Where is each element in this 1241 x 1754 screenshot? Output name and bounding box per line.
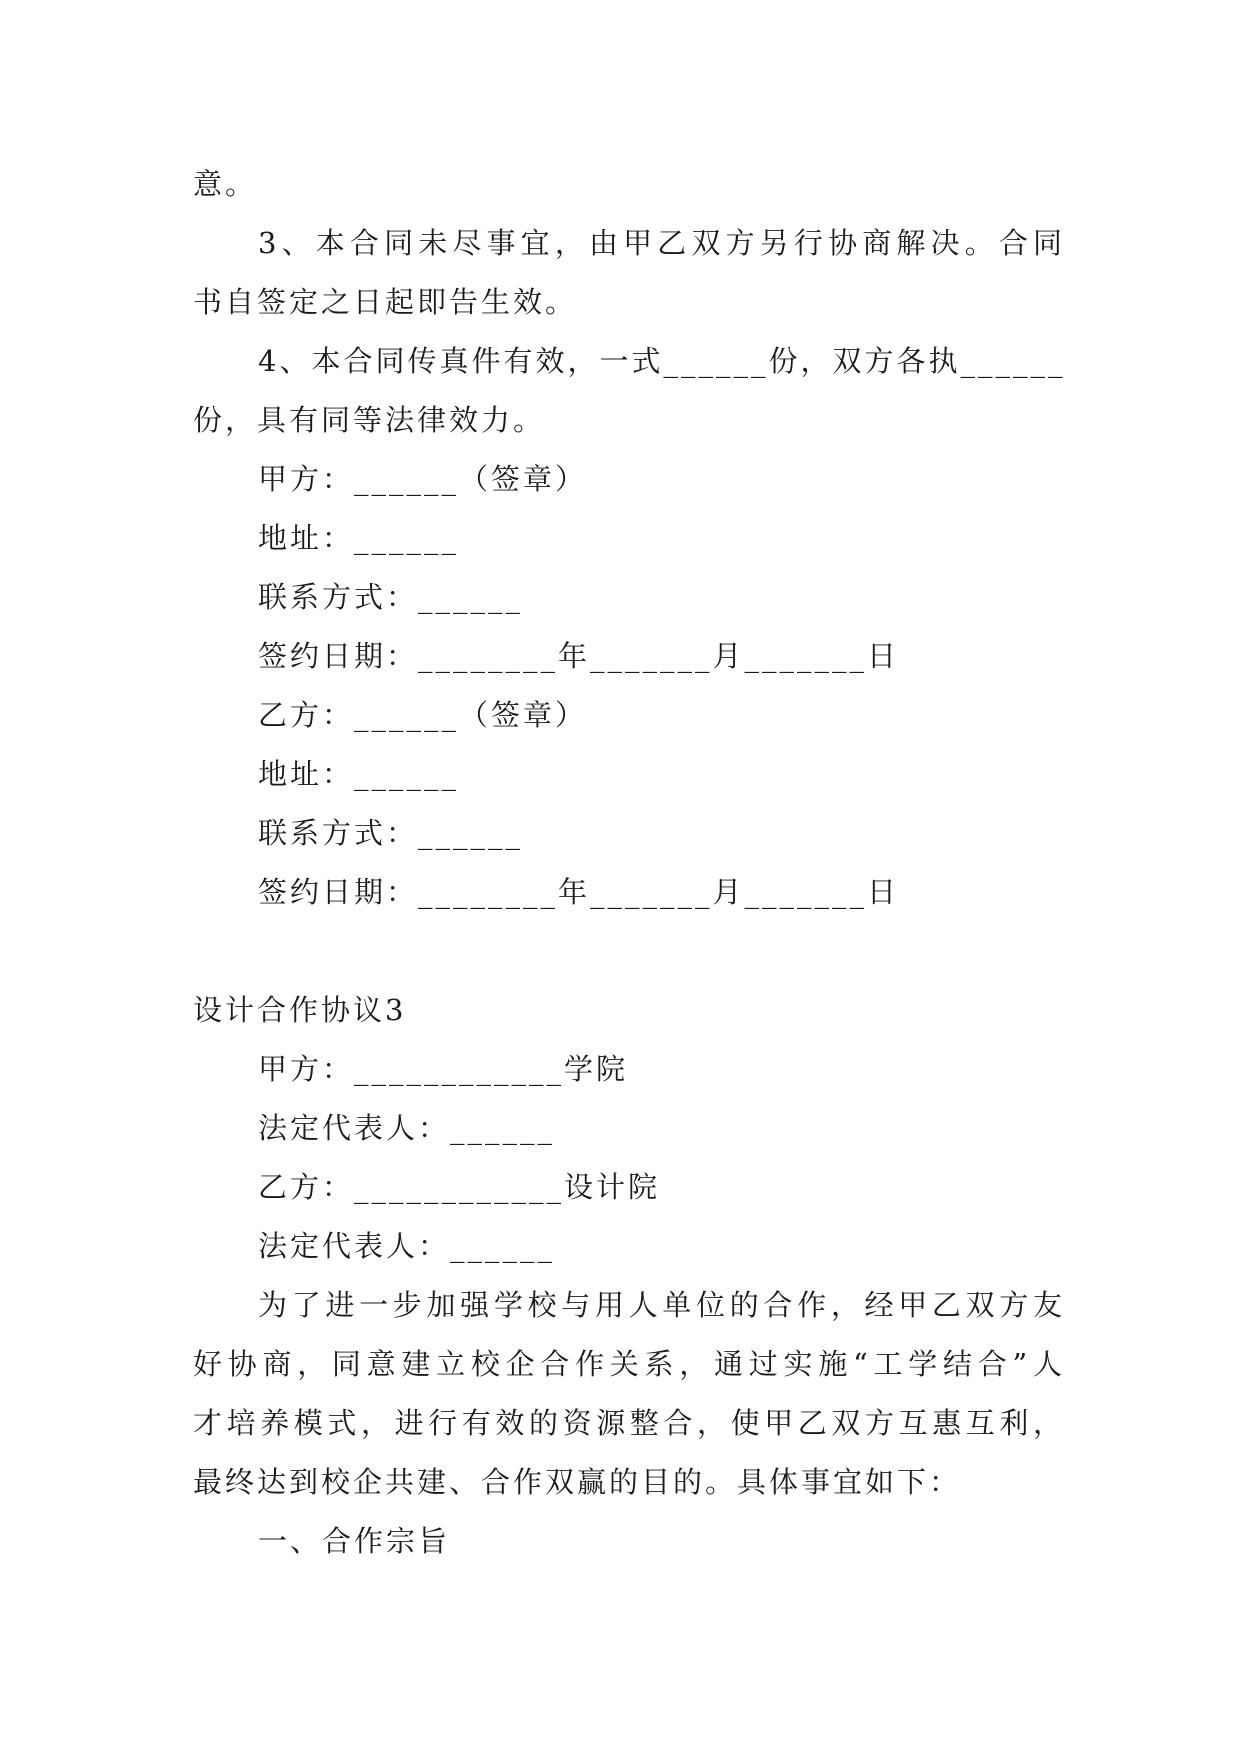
text-line: 意。 — [193, 167, 258, 201]
text-line: 4、本合同传真件有效，一式______份，双方各执______ — [258, 344, 1066, 378]
text-line: 为了进一步加强学校与用人单位的合作，经甲乙双方友 — [258, 1288, 1065, 1322]
section-heading: 设计合作协议3 — [193, 993, 407, 1027]
text-line: 3、本合同未尽事宜，由甲乙双方另行协商解决。合同 — [258, 226, 1065, 260]
blank-line — [193, 922, 1065, 981]
text-line: 联系方式：______ — [258, 816, 524, 850]
text-line: 份，具有同等法律效力。 — [193, 403, 546, 437]
text-line: 甲方：______（签章） — [258, 462, 588, 496]
text-line: 乙方：______（签章） — [258, 698, 588, 732]
text-line: 签约日期：________年_______月_______日 — [258, 639, 900, 673]
text-line: 地址：______ — [258, 521, 460, 555]
text-line: 书自签定之日起即告生效。 — [193, 285, 578, 319]
text-line: 乙方：____________设计院 — [258, 1170, 661, 1204]
text-line: 联系方式：______ — [258, 580, 524, 614]
text-line: 法定代表人：______ — [258, 1111, 556, 1145]
text-line: 法定代表人：______ — [258, 1229, 556, 1263]
text-line: 签约日期：________年_______月_______日 — [258, 875, 900, 909]
text-line: 才培养模式，进行有效的资源整合，使甲乙双方互惠互利， — [193, 1406, 1065, 1440]
text-line: 甲方：____________学院 — [258, 1052, 629, 1086]
text-line: 地址：______ — [258, 757, 460, 791]
text-line: 一、合作宗旨 — [258, 1524, 451, 1558]
text-line: 好协商，同意建立校企合作关系，通过实施“工学结合”人 — [193, 1347, 1065, 1381]
document-page — [193, 155, 1065, 1571]
text-line: 最终达到校企共建、合作双赢的目的。具体事宜如下： — [193, 1465, 962, 1499]
